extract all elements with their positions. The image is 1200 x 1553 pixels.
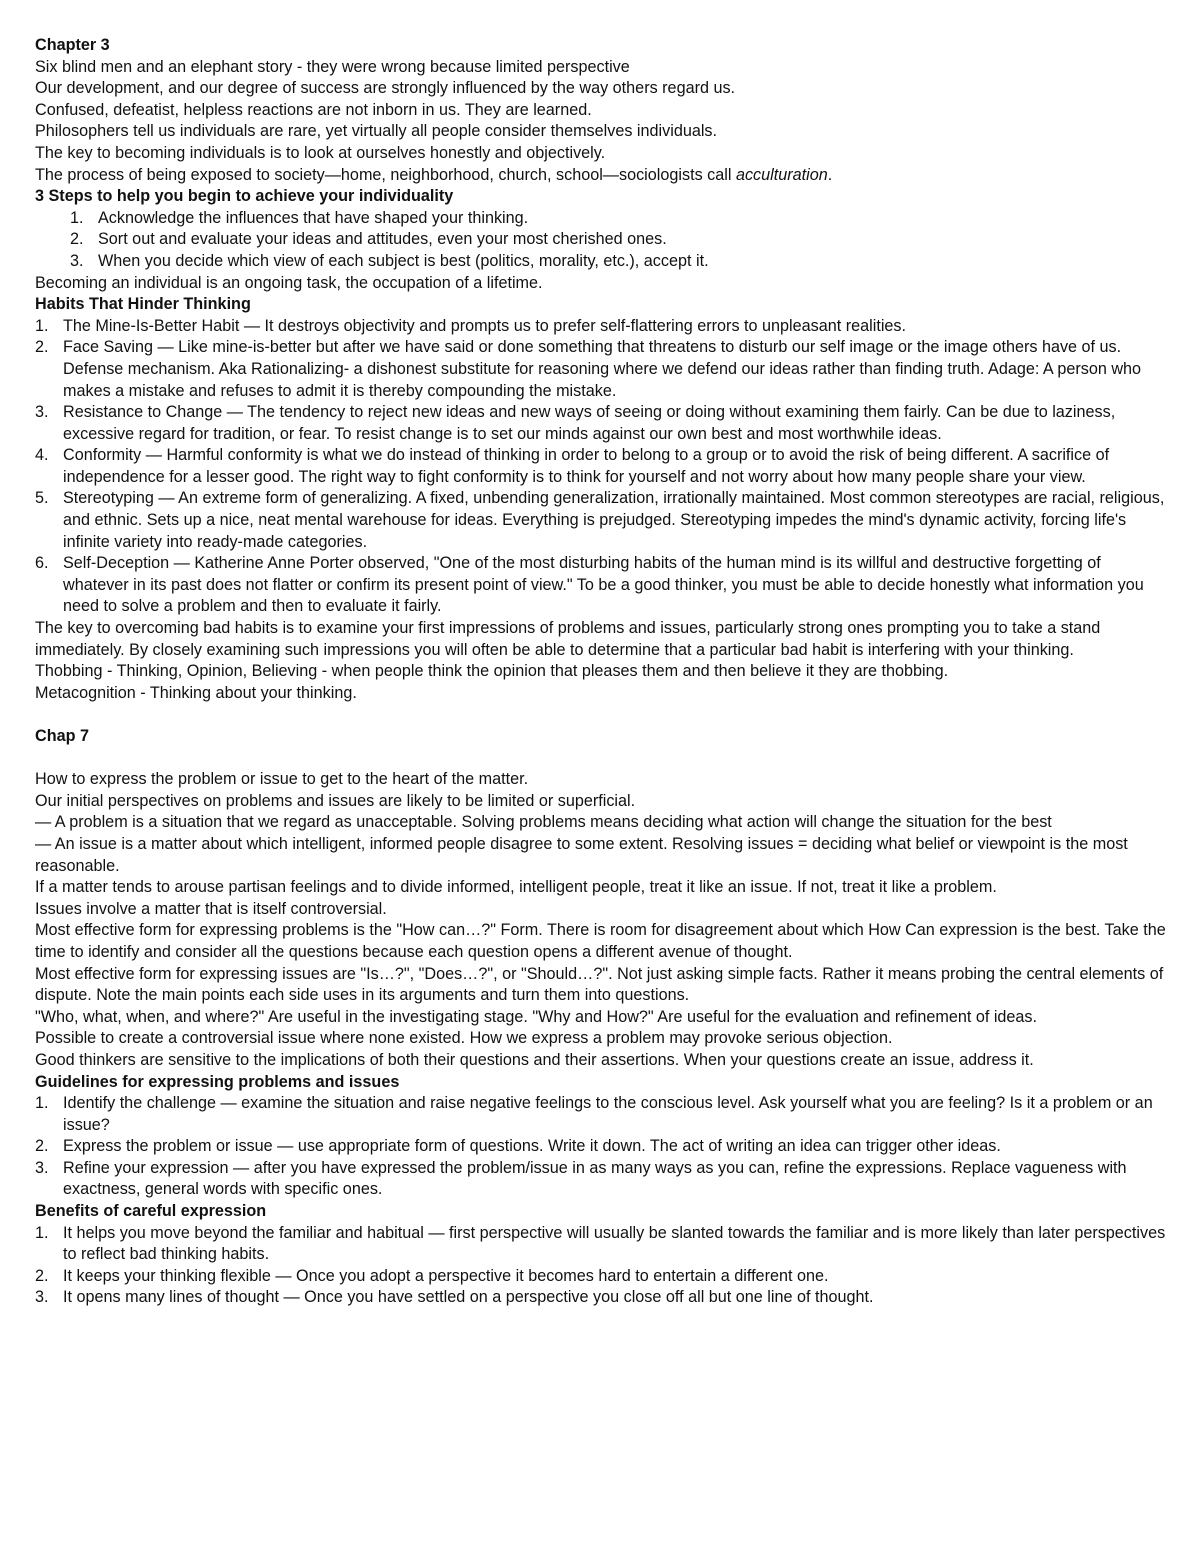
list-item: [35, 208, 1170, 230]
list-number: 3.: [35, 1288, 49, 1307]
habits-heading: Habits That Hinder Thinking: [35, 295, 251, 314]
chapter-3-title: Chapter 3: [35, 36, 110, 54]
acculturation-paragraph: [35, 165, 1170, 187]
list-item-text: It keeps your thinking flexible — Once you adopt a perspective it becomes hard to entertain a different one.: [63, 1266, 829, 1285]
list-number: 6.: [35, 554, 49, 573]
list-item-text: It opens many lines of thought — Once you have settled on a perspective you close off all but one line of thought.: [63, 1288, 874, 1307]
list-item-text: Acknowledge the influences that have shaped your thinking.: [98, 208, 529, 227]
paragraph: Confused, defeatist, helpless reactions are not inborn in us. They are learned.: [35, 100, 592, 119]
list-number: 5.: [35, 489, 49, 508]
benefits-heading: Benefits of careful expression: [35, 1202, 267, 1221]
list-number: 1.: [35, 316, 49, 335]
paragraph: "Who, what, when, and where?" Are useful in the investigating stage. "Why and How?" Are useful for the evaluation and refinement of ideas.: [35, 1007, 1038, 1026]
chapter-7-title: Chap 7: [35, 727, 89, 745]
list-number: 1.: [35, 1094, 49, 1113]
acculturation-text: The process of being exposed to society—home, neighborhood, church, school—sociologists call: [35, 165, 736, 184]
chapter-3-section: [35, 35, 1170, 704]
list-item-text: Identify the challenge — examine the situation and raise negative feelings to the conscious level. Ask yourself what you are feeling? Is it a problem or an issue?: [63, 1094, 1153, 1134]
paragraph: Most effective form for expressing issues are "Is…?", "Does…?", or "Should…?". Not just asking simple facts. Rather it means probing the central elements of dispute. Note the main points each side uses in its arguments and turn them into questions.: [35, 964, 1164, 1005]
paragraph: Issues involve a matter that is itself controversial.: [35, 899, 387, 918]
list-item-text: When you decide which view of each subject is best (politics, morality, etc.), accept it.: [98, 251, 709, 270]
paragraph: If a matter tends to arouse partisan feelings and to divide informed, intelligent people, treat it like an issue. If not, treat it like a problem.: [35, 878, 997, 897]
list-number: 3.: [35, 1158, 49, 1177]
list-item: [35, 1158, 1170, 1201]
list-number: 2.: [35, 1137, 49, 1156]
list-number: 2.: [35, 338, 49, 357]
benefits-list: [35, 1223, 1170, 1309]
paragraph: Becoming an individual is an ongoing task, the occupation of a lifetime.: [35, 273, 543, 292]
paragraph: — An issue is a matter about which intelligent, informed people disagree to some extent. Resolving issues = deciding what belief or viewpoint is the most reasonable.: [35, 834, 1128, 875]
paragraph: Philosophers tell us individuals are rare, yet virtually all people consider themselves individuals.: [35, 122, 718, 141]
paragraph: Most effective form for expressing problems is the "How can…?" Form. There is room for disagreement about which How Can expression is the best. Take the time to identify and consider all the questions because each question opens a different avenue of thought.: [35, 921, 1166, 961]
list-item-text: Sort out and evaluate your ideas and attitudes, even your most cherished ones.: [98, 230, 667, 249]
spacer: [35, 704, 1170, 726]
list-item-text: Refine your expression — after you have expressed the problem/issue in as many ways as you can, refine the expressions. Replace vagueness with exactness, general words with specific ones.: [63, 1158, 1127, 1199]
list-item-text: It helps you move beyond the familiar and habitual — first perspective will usually be slanted towards the familiar and is more likely than later perspectives to reflect bad thinking habits.: [63, 1223, 1166, 1264]
list-number: 3.: [70, 251, 84, 270]
list-item: [35, 1093, 1170, 1136]
list-number: 1.: [70, 208, 84, 227]
list-item-text: The Mine-Is-Better Habit — It destroys objectivity and prompts us to prefer self-flattering errors to unpleasant realities.: [63, 316, 907, 335]
list-item: [35, 445, 1170, 488]
list-item: [35, 337, 1170, 402]
list-item: [35, 402, 1170, 445]
list-number: 4.: [35, 446, 49, 465]
paragraph: The key to becoming individuals is to look at ourselves honestly and objectively.: [35, 143, 606, 162]
guidelines-heading: Guidelines for expressing problems and issues: [35, 1072, 400, 1091]
list-number: 2.: [35, 1266, 49, 1285]
paragraph: Thobbing - Thinking, Opinion, Believing - when people think the opinion that pleases them and then believe it they are thobbing.: [35, 662, 949, 681]
document-page: [35, 35, 1170, 1309]
list-item-text: Stereotyping — An extreme form of generalizing. A fixed, unbending generalization, irrationally maintained. Most common stereotypes are racial, religious, and ethnic. Sets up a nice, neat mental warehouse for ideas. Everything is prejudged. Stereotyping impedes the mind's dynamic activity, forcing life's infinite variety into ready-made categories.: [63, 489, 1165, 551]
list-item: [35, 251, 1170, 273]
list-number: 3.: [35, 403, 49, 422]
paragraph: The key to overcoming bad habits is to examine your first impressions of problems and issues, particularly strong ones prompting you to take a stand immediately. By closely examining such impressions you will often be able to determine that a particular bad habit is interfering with your thinking.: [35, 619, 1101, 659]
guidelines-list: [35, 1093, 1170, 1201]
list-item: [35, 488, 1170, 553]
steps-heading: 3 Steps to help you begin to achieve your individuality: [35, 187, 454, 206]
list-item: [35, 1136, 1170, 1158]
list-item-text: Self-Deception — Katherine Anne Porter observed, "One of the most disturbing habits of the human mind is its willful and destructive forgetting of whatever in its past does not flatter or confirm its present point of view." To be a good thinker, you must be able to decide honestly what information you need to solve a problem and then to evaluate it fairly.: [63, 554, 1144, 616]
acculturation-end: .: [827, 165, 833, 184]
list-item-text: Face Saving — Like mine-is-better but after we have said or done something that threatens to disturb our self image or the image others have of us. Defense mechanism. Aka Rationalizing- a dishonest substitute for reasoning where we defend our ideas rather than finding truth. Adage: A person who makes a mistake and refuses to admit it is thereby compounding the mistake.: [63, 338, 1142, 400]
list-item-text: Express the problem or issue — use appropriate form of questions. Write it down. The act of writing an idea can trigger other ideas.: [63, 1137, 1001, 1156]
paragraph: Possible to create a controversial issue where none existed. How we express a problem may provoke serious objection.: [35, 1029, 893, 1048]
acculturation-term: acculturation: [735, 165, 828, 184]
list-item-text: Conformity — Harmful conformity is what we do instead of thinking in order to belong to a group or to avoid the risk of being different. A sacrifice of independence for a lesser good. The right way to fight conformity is to think for yourself and not worry about how many people share your view.: [63, 446, 1110, 486]
paragraph: — A problem is a situation that we regard as unacceptable. Solving problems means deciding what action will change the situation for the best: [35, 813, 1052, 832]
list-item: [35, 1266, 1170, 1288]
list-item: [35, 1223, 1170, 1266]
chapter-7-section: [35, 726, 1170, 1309]
paragraph: Good thinkers are sensitive to the implications of both their questions and their assertions. When your questions create an issue, address it.: [35, 1050, 1034, 1069]
steps-list: [35, 208, 1170, 273]
habits-list: [35, 316, 1170, 618]
list-item: [35, 1287, 1170, 1309]
paragraph: Metacognition - Thinking about your thinking.: [35, 683, 357, 702]
list-item: [35, 229, 1170, 251]
paragraph: How to express the problem or issue to get to the heart of the matter.: [35, 770, 529, 789]
paragraph: Our initial perspectives on problems and issues are likely to be limited or superficial.: [35, 791, 636, 810]
paragraph: Six blind men and an elephant story - they were wrong because limited perspective: [35, 57, 630, 76]
list-item-text: Resistance to Change — The tendency to reject new ideas and new ways of seeing or doing without examining them fairly. Can be due to laziness, excessive regard for tradition, or fear. To resist change is to set our minds against our own best and most worthwhile ideas.: [63, 403, 1116, 443]
list-item: [35, 553, 1170, 618]
list-item: [35, 316, 1170, 338]
list-number: 2.: [70, 230, 84, 249]
list-number: 1.: [35, 1223, 49, 1242]
paragraph: Our development, and our degree of success are strongly influenced by the way others regard us.: [35, 79, 736, 98]
spacer: [35, 748, 1170, 770]
